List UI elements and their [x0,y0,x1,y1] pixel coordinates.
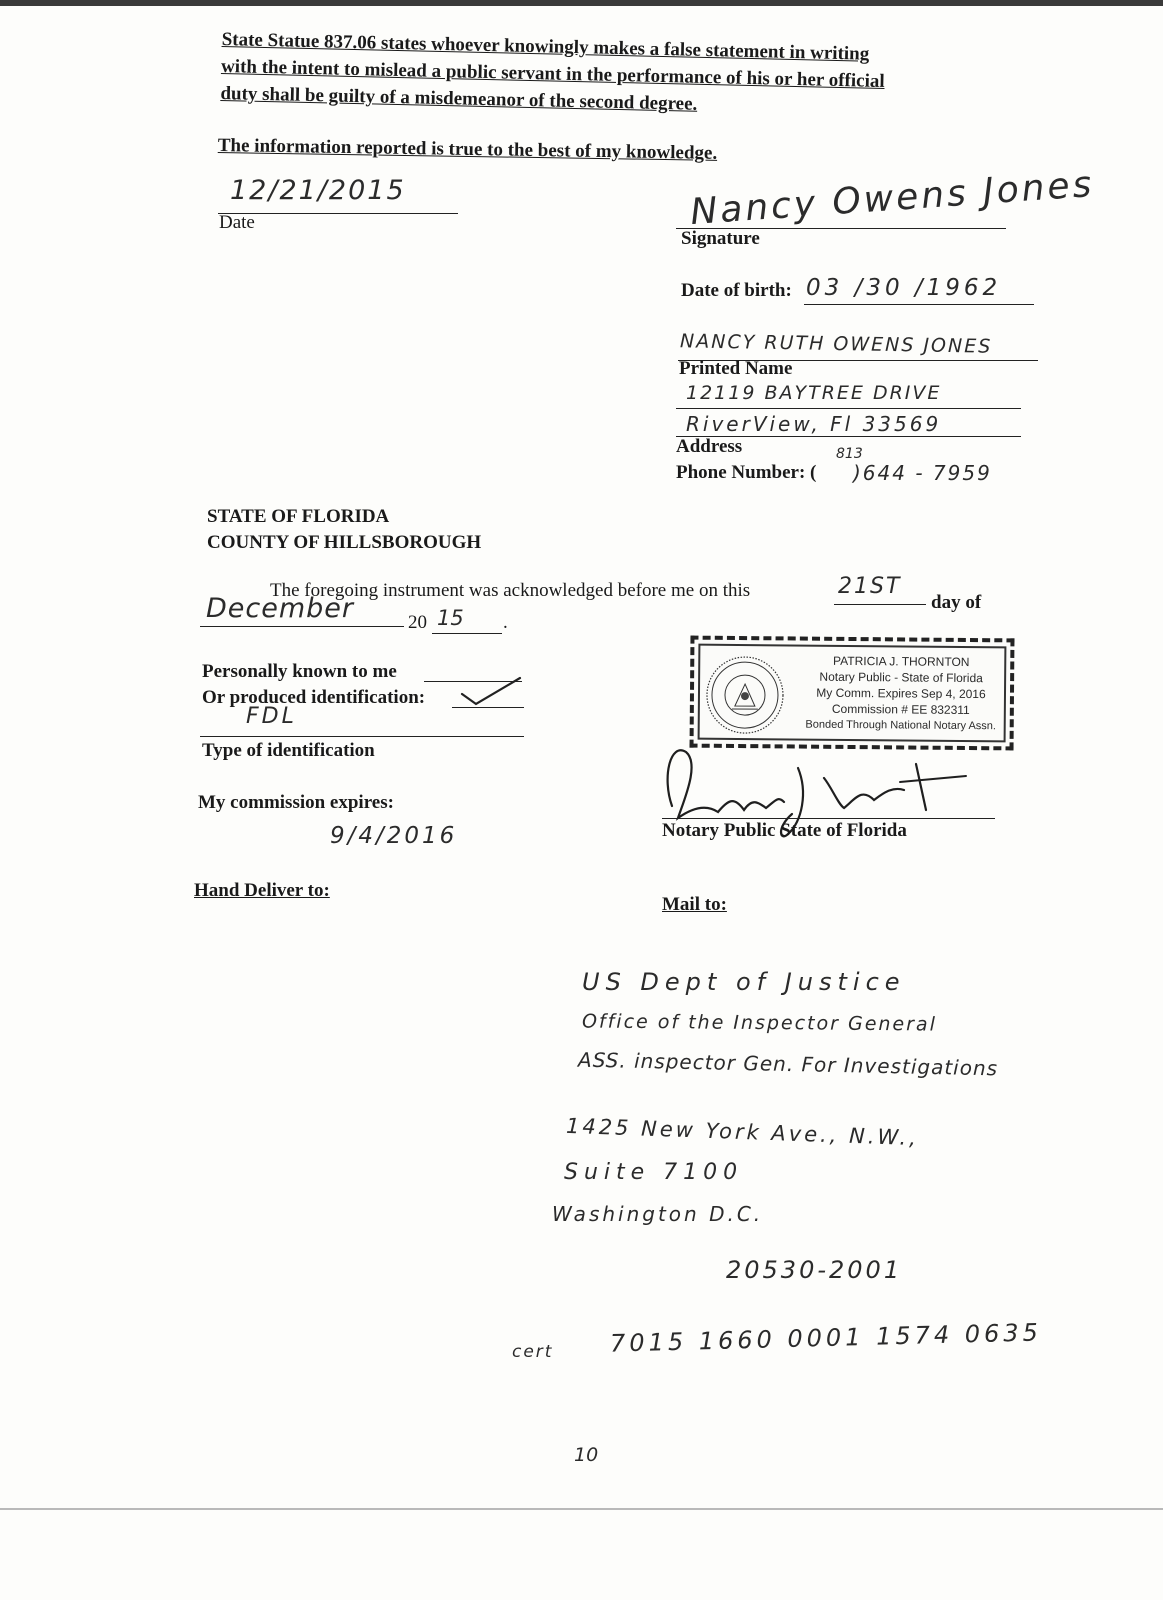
address-line-1-rule [676,408,1021,409]
check-mark-icon [458,674,528,710]
dob-label: Date of birth: [681,280,792,301]
stamp-bonded: Bonded Through National Notary Assn. [805,718,997,733]
state-heading: STATE OF FLORIDA [207,506,390,527]
notary-stamp-inner-border [698,644,1007,743]
id-type-value: FDL [246,704,297,729]
notary-stamp-text [796,653,1007,735]
ack-year-suffix: 15 [437,606,464,630]
notary-stamp [690,636,1015,751]
ack-month-line [200,626,404,627]
id-type-line [200,736,524,737]
ack-year-line [432,633,502,634]
dob-line [804,304,1034,305]
signed-date-value: 12/21/2015 [230,175,406,206]
commission-value: 9/4/2016 [330,823,458,849]
ack-period: . [503,612,508,633]
ack-day-line [834,604,926,605]
notary-signature-label: Notary Public State of Florida [662,820,907,841]
ack-year-prefix: 20 [408,612,427,633]
hand-deliver-label: Hand Deliver to: [194,880,330,901]
statute-line-2: with the intent to mislead a public servant in the performance of his or her official [220,55,885,93]
mail-address-line-1: US Dept of Justice [582,968,906,996]
ack-day-of: day of [931,592,982,613]
county-heading: COUNTY OF HILLSBOROUGH [207,532,482,553]
mail-to-label: Mail to: [662,894,727,915]
acknowledgment-text: The foregoing instrument was acknowledged before me on this [270,580,751,601]
stamp-name: PATRICIA J. THORNTON [832,653,970,670]
address-line-2: RiverView, Fl 33569 [686,412,942,436]
stamp-expires: My Comm. Expires Sep 4, 2016 [816,685,986,702]
certified-mail-number: 7015 1660 0001 1574 0635 [609,1318,1043,1358]
statute-line-1: State Statue 837.06 states whoever knowingly makes a false statement in writing [221,28,870,65]
area-code-value: 813 [836,446,863,462]
scan-edge-top [0,0,1163,6]
notary-seal-icon [704,654,787,737]
mail-zip-code: 20530-2001 [726,1256,903,1284]
address-line-1: 12119 BAYTREE DRIVE [686,382,942,404]
printed-name-value: NANCY RUTH OWENS JONES [679,330,993,358]
dob-value: 03 /30 /1962 [806,275,1002,301]
printed-name-label: Printed Name [679,358,793,379]
notary-signature-line [662,818,995,819]
commission-label: My commission expires: [198,792,394,813]
mail-address-line-3: ASS. inspector Gen. For Investigations [577,1047,999,1081]
phone-value: )644 - 7959 [853,461,992,485]
page-number: 10 [574,1444,599,1466]
date-label: Date [219,212,255,233]
mail-address-line-6: Washington D.C. [552,1202,764,1226]
ack-day-value: 21ST [838,574,902,599]
mail-address-line-2: Office of the Inspector General [581,1010,937,1036]
mail-address-line-4: 1425 New York Ave., N.W., [565,1113,920,1151]
stamp-commission: Commission # EE 832311 [831,701,970,718]
personally-known-label: Personally known to me [202,661,397,682]
ack-month-value: December [206,593,355,624]
scan-edge-bottom [0,1508,1163,1510]
statute-warning [220,26,885,122]
signature-label: Signature [681,228,760,249]
id-type-label: Type of identification [202,740,375,761]
stamp-title: Notary Public - State of Florida [819,669,983,686]
signer-signature: Nancy Owens Jones [689,163,1096,234]
produced-id-label: Or produced identification: [202,687,426,708]
phone-label: Phone Number: ( [676,462,817,483]
mail-address-line-5: Suite 7100 [564,1160,744,1185]
statute-line-3: duty shall be guilty of a misdemeanor of the second degree. [220,82,698,115]
attestation-statement: The information reported is true to the best of my knowledge. [217,135,718,164]
certified-mail-label: cert [512,1342,554,1362]
address-label: Address [676,436,743,457]
